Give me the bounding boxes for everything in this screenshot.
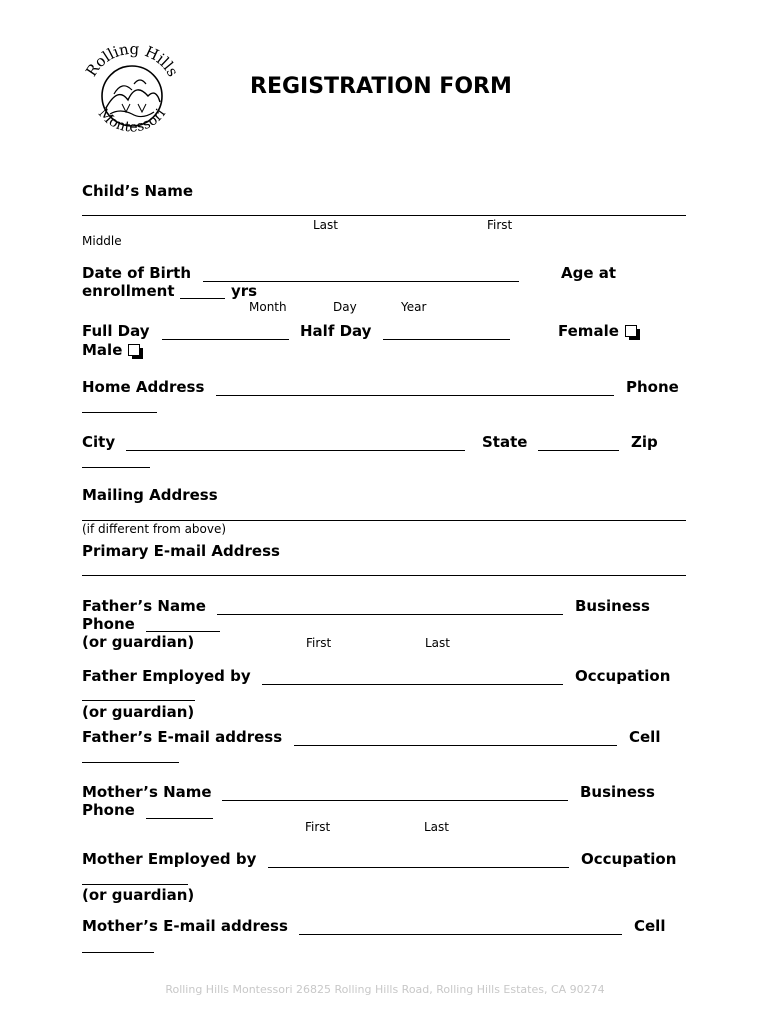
yrs-label: yrs xyxy=(231,282,258,300)
female-option[interactable] xyxy=(558,322,637,340)
logo-bottom-text: Montessori xyxy=(94,105,169,136)
father-first-label: First xyxy=(306,636,332,650)
mother-first-label: First xyxy=(305,820,331,834)
father-guardian2-label: (or guardian) xyxy=(82,703,195,721)
father-occupation-label: Occupation xyxy=(575,667,671,685)
dob-label: Date of Birth xyxy=(82,264,192,282)
mailing-address-line[interactable] xyxy=(82,520,686,521)
logo-top-text: Rolling Hills xyxy=(82,39,182,80)
half-day-line[interactable] xyxy=(383,339,510,340)
age-line[interactable] xyxy=(180,298,225,299)
father-phone-label: Phone xyxy=(82,615,135,633)
home-phone-label: Phone xyxy=(626,378,679,396)
father-guardian-label: (or guardian) xyxy=(82,633,195,651)
city-line[interactable] xyxy=(126,450,465,451)
primary-email-line[interactable] xyxy=(82,575,686,576)
mother-occupation-label: Occupation xyxy=(581,850,677,868)
female-label: Female xyxy=(558,322,619,340)
primary-email-label: Primary E-mail Address xyxy=(82,542,280,560)
father-name-label: Father’s Name xyxy=(82,597,206,615)
mother-name-line[interactable] xyxy=(222,800,568,801)
father-phone-line[interactable] xyxy=(146,631,220,632)
mother-phone-label: Phone xyxy=(82,801,135,819)
state-line[interactable] xyxy=(538,450,619,451)
mother-employed-label: Mother Employed by xyxy=(82,850,257,868)
mother-email-label: Mother’s E-mail address xyxy=(82,917,288,935)
mother-guardian-label: (or guardian) xyxy=(82,886,195,904)
enrollment-label: enrollment xyxy=(82,282,175,300)
svg-text:Rolling Hills xyxy=(82,40,182,80)
dob-year-label: Year xyxy=(401,300,427,314)
age-at-label: Age at xyxy=(561,264,617,282)
mother-cell-line[interactable] xyxy=(82,952,154,953)
father-email-label: Father’s E-mail address xyxy=(82,728,283,746)
male-option[interactable] xyxy=(82,341,140,359)
dob-month-label: Month xyxy=(249,300,287,314)
school-logo-emblem xyxy=(76,34,188,146)
childs-name-line[interactable] xyxy=(82,215,686,216)
zip-label: Zip xyxy=(631,433,658,451)
female-checkbox[interactable] xyxy=(625,325,637,337)
mailing-address-label: Mailing Address xyxy=(82,486,218,504)
mother-name-label: Mother’s Name xyxy=(82,783,212,801)
dob-day-label: Day xyxy=(333,300,357,314)
male-checkbox[interactable] xyxy=(128,344,140,356)
full-day-label: Full Day xyxy=(82,322,150,340)
half-day-label: Half Day xyxy=(300,322,372,340)
school-logo xyxy=(76,34,188,146)
footer-address: Rolling Hills Montessori 26825 Rolling Hills Road, Rolling Hills Estates, CA 90274 xyxy=(165,983,605,996)
mother-occupation-line[interactable] xyxy=(82,884,188,885)
father-employed-line[interactable] xyxy=(262,684,563,685)
childs-last-label: Last xyxy=(313,218,338,232)
mailing-address-note: (if different from above) xyxy=(82,522,227,536)
state-label: State xyxy=(482,433,528,451)
father-occupation-line[interactable] xyxy=(82,700,195,701)
home-address-line[interactable] xyxy=(216,395,614,396)
mother-business-label: Business xyxy=(580,783,655,801)
form-title: REGISTRATION FORM xyxy=(250,74,512,99)
childs-middle-label: Middle xyxy=(82,234,122,248)
mother-cell-label: Cell xyxy=(634,917,666,935)
father-cell-line[interactable] xyxy=(82,762,179,763)
home-address-label: Home Address xyxy=(82,378,205,396)
full-day-line[interactable] xyxy=(162,339,289,340)
father-email-line[interactable] xyxy=(294,745,617,746)
father-last-label: Last xyxy=(425,636,450,650)
mother-phone-line[interactable] xyxy=(146,818,213,819)
father-name-line[interactable] xyxy=(217,614,563,615)
mother-employed-line[interactable] xyxy=(268,867,569,868)
father-cell-label: Cell xyxy=(629,728,661,746)
mother-email-line[interactable] xyxy=(299,934,622,935)
childs-name-label: Child’s Name xyxy=(82,182,194,200)
childs-first-label: First xyxy=(487,218,513,232)
city-label: City xyxy=(82,433,116,451)
father-employed-label: Father Employed by xyxy=(82,667,251,685)
male-label: Male xyxy=(82,341,123,359)
home-phone-line[interactable] xyxy=(82,412,157,413)
mother-last-label: Last xyxy=(424,820,449,834)
zip-line[interactable] xyxy=(82,467,150,468)
father-business-label: Business xyxy=(575,597,650,615)
